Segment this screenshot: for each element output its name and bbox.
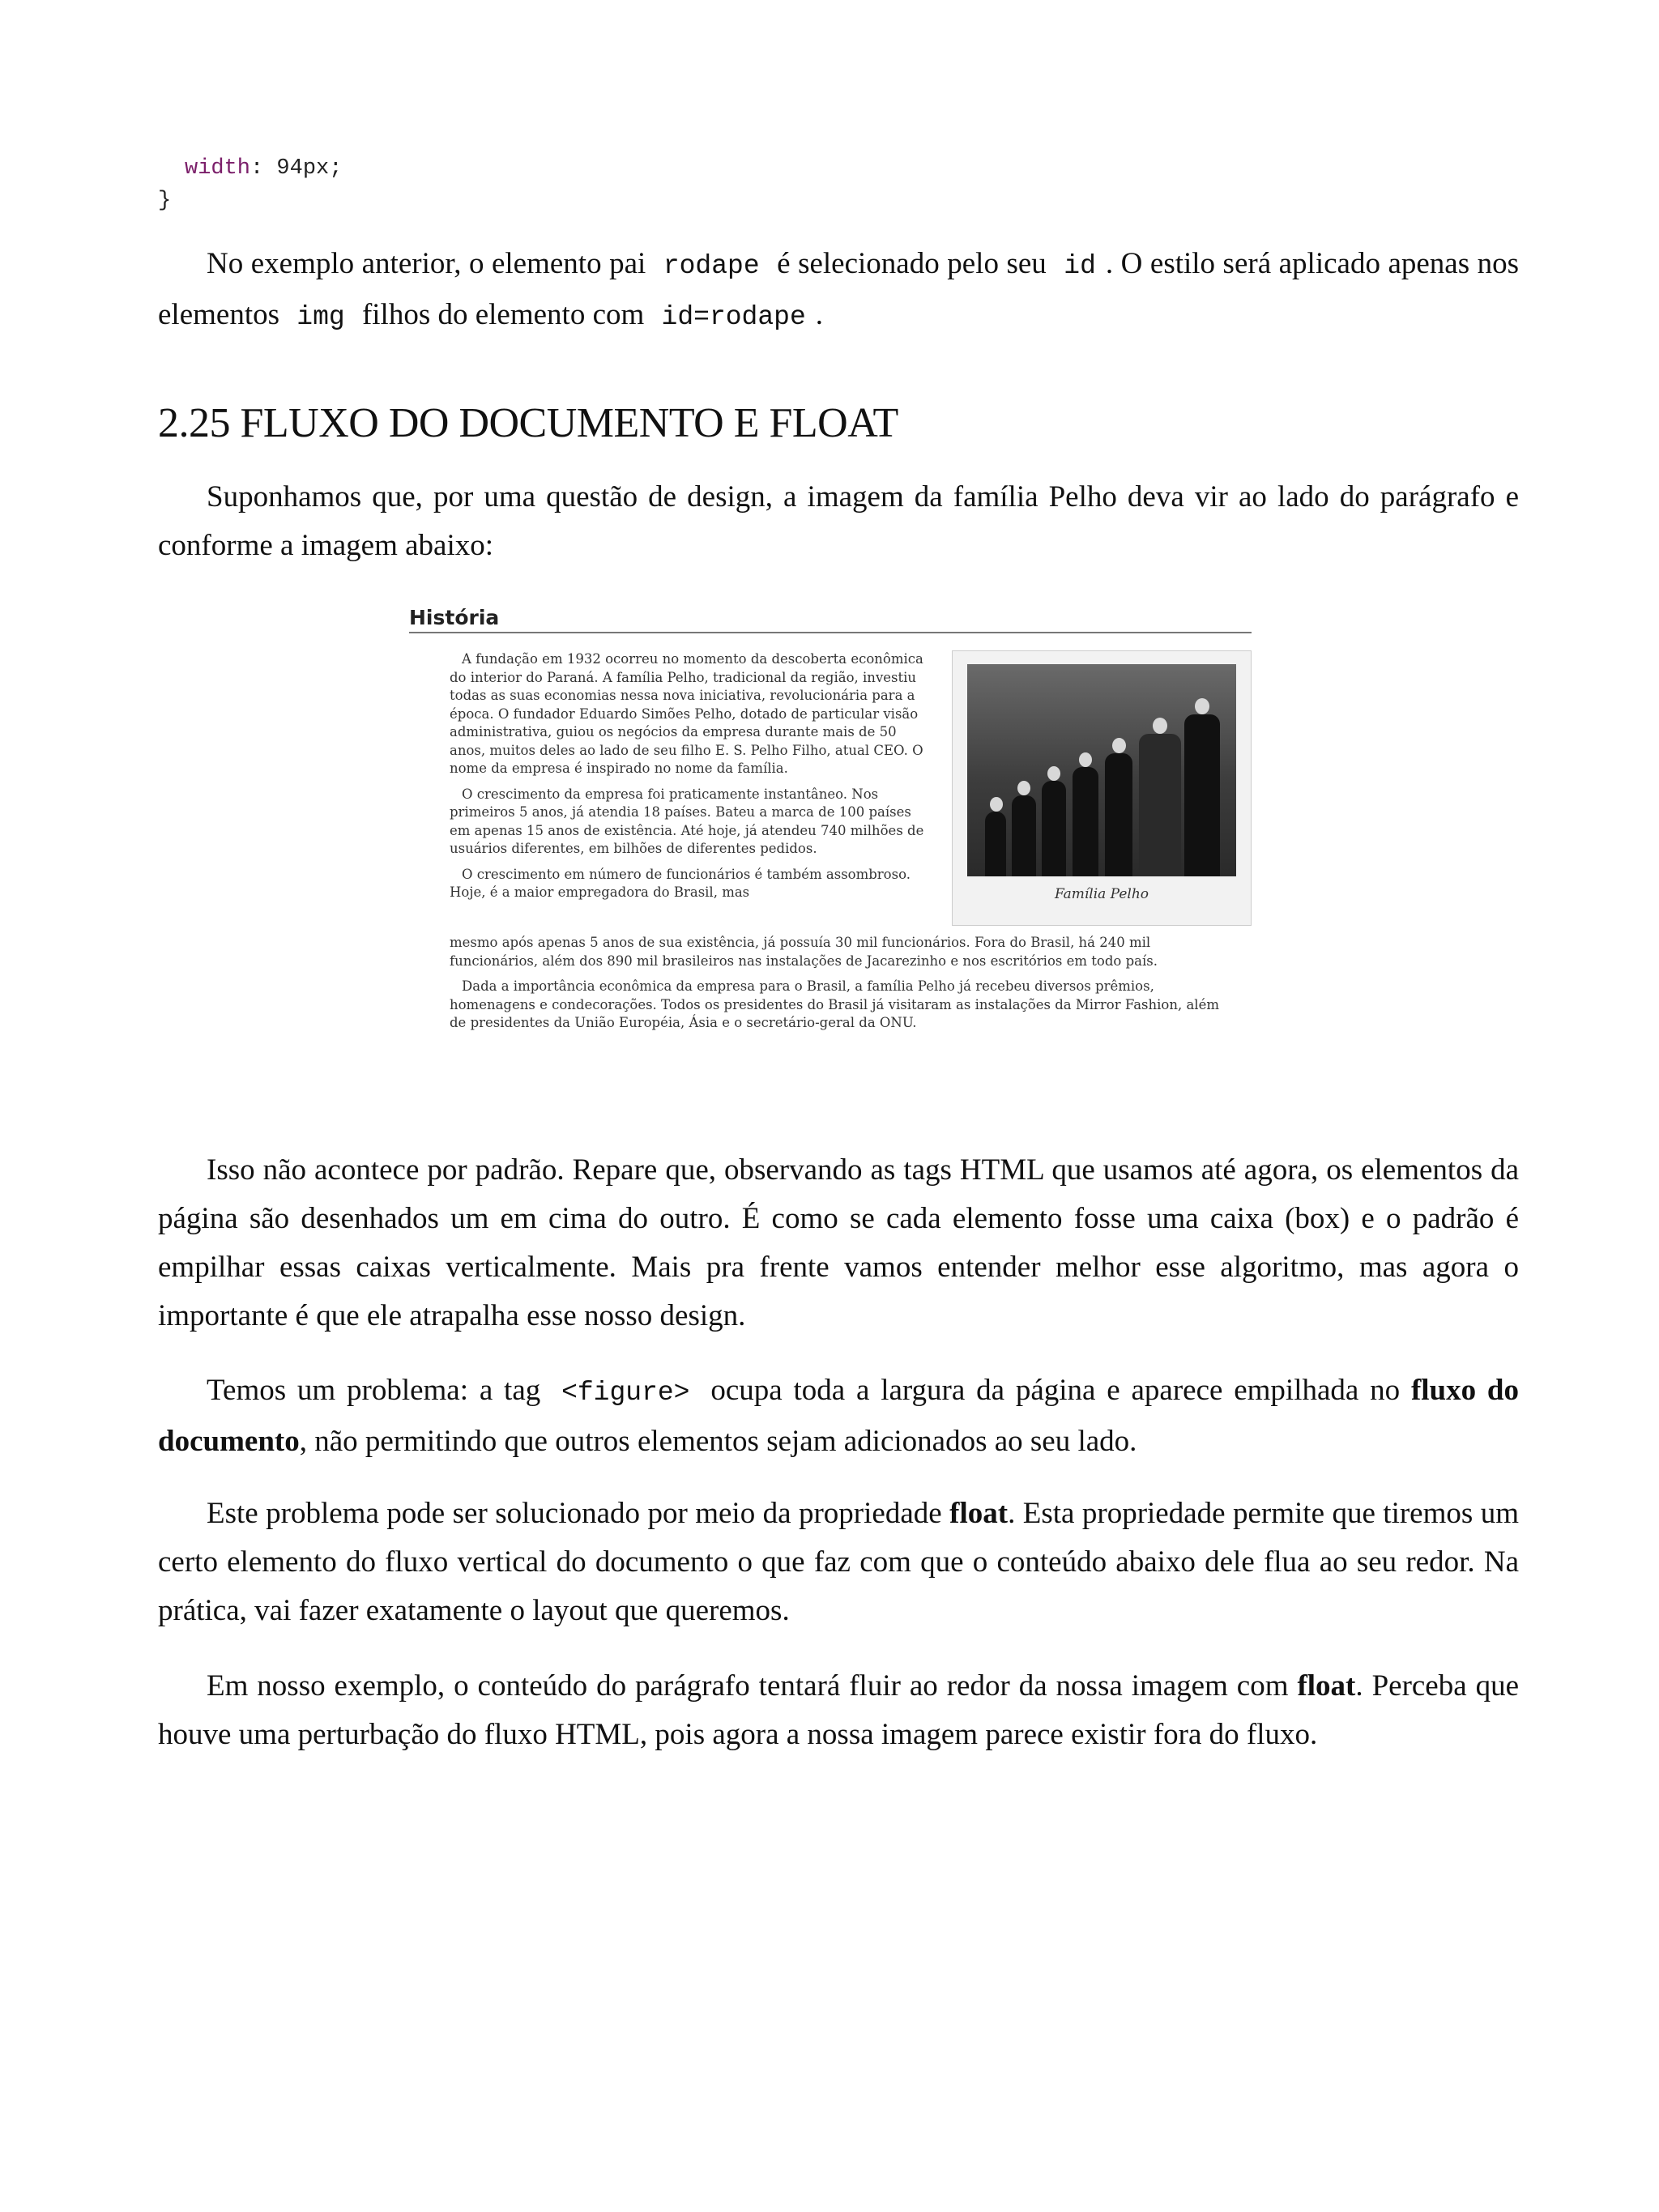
bold-term: float: [1297, 1669, 1356, 1703]
paragraph-float-solution: [158, 1490, 1519, 1635]
inline-code: <figure>: [561, 1378, 690, 1408]
screenshot-text-wide: [450, 934, 1227, 1040]
text: filhos do elemento com: [361, 298, 645, 331]
bold-term: fluxo do documento: [158, 1374, 1520, 1458]
text: é selecionado pelo seu: [777, 247, 1047, 280]
screenshot-paragraph: mesmo após apenas 5 anos de sua existência, já possuía 30 mil funcionários. Fora do Brasil, há 240 mil funcionários, além dos 890 mil brasileiros nas instalações de Jacarezinho e nos escritórios em todo país.: [450, 935, 1158, 969]
screenshot-text: [450, 650, 936, 902]
code-snippet: [158, 152, 342, 217]
css-property: width: [185, 156, 251, 181]
paragraph-float-example: [158, 1662, 1519, 1759]
text: No exemplo anterior, o elemento pai: [207, 247, 646, 280]
screenshot-paragraph: Dada a importância econômica da empresa para o Brasil, a família Pelho já recebeu diversos prêmios, homenagens e condecorações. Todos os presidentes do Brasil já visitaram as instalações da Mirror Fashion, além de presidentes da União Européia, Ásia e o secretário-geral da ONU.: [450, 978, 1219, 1030]
paragraph-selector-explanation: [158, 240, 1519, 342]
paragraph-box-model: Isso não acontece por padrão. Repare que, observando as tags HTML que usamos até agora, os elementos da página são desenhados um em cima do outro. É como se cada elemento fosse uma caixa (box) e o padrão é empilhar essas caixas verticalmente. Mais pra frente vamos entender melhor esse algoritmo, mas agora o importante é que ele atrapalha esse nosso design.: [158, 1153, 1519, 1332]
text: .: [815, 298, 824, 331]
code-line: }: [158, 189, 172, 213]
inline-code: img: [296, 302, 345, 332]
text: Temos um problema: a tag: [207, 1374, 541, 1407]
family-photo: [967, 664, 1236, 876]
text: Em nosso exemplo, o conteúdo do parágrafo tentará fluir ao redor da nossa imagem com: [207, 1669, 1289, 1703]
bold-term: float: [949, 1497, 1009, 1530]
text: , não permitindo que outros elementos sejam adicionados ao seu lado.: [299, 1425, 1137, 1458]
screenshot-paragraph: O crescimento em número de funcionários é também assombroso. Hoje, é a maior empregadora do Brasil, mas: [450, 866, 911, 900]
example-screenshot: [409, 606, 1252, 1092]
screenshot-heading: História: [409, 606, 1252, 633]
section-title: 2.25 FLUXO DO DOCUMENTO E FLOAT: [158, 400, 898, 446]
text: . Esta propriedade permite que tiremos um certo elemento do fluxo vertical do documento o que faz com que o conteúdo abaixo dele flua ao seu redor. Na prática, vai fazer exatamente o layout que queremos.: [158, 1497, 1519, 1627]
family-figure: [952, 650, 1252, 926]
css-value: : 94px;: [250, 156, 343, 181]
figure-caption: Família Pelho: [1054, 886, 1149, 902]
screenshot-paragraph: O crescimento da empresa foi praticamente instantâneo. Nos primeiros 5 anos, já atendia 18 países. Bateu a marca de 100 países em apenas 15 anos de existência. Até hoje, já atendeu 740 milhões de usuários diferentes, em bilhões de diferentes pedidos.: [450, 786, 924, 856]
paragraph-figure-problem: [158, 1366, 1519, 1466]
code-line: [158, 152, 342, 185]
text: . Perceba que houve uma perturbação do fluxo HTML, pois agora a nossa imagem parece existir fora do fluxo.: [158, 1669, 1520, 1751]
inline-code: rodape: [663, 251, 760, 281]
text: Este problema pode ser solucionado por meio da propriedade: [207, 1497, 942, 1530]
inline-code: id: [1064, 251, 1096, 281]
screenshot-paragraph: A fundação em 1932 ocorreu no momento da descoberta econômica do interior do Paraná. A família Pelho, tradicional da região, investiu todas as suas economias nessa nova iniciativa, revolucionária para a época. O fundador Eduardo Simões Pelho, dotado de particular visão administrativa, guiou os negócios da empresa durante mais de 50 anos, muitos deles ao lado de seu filho E. S. Pelho Filho, atual CEO. O nome da empresa é inspirado no nome da família.: [450, 651, 923, 776]
inline-code: id=rodape: [661, 302, 806, 332]
text: . O estilo será aplicado apenas nos elementos: [158, 247, 1520, 331]
paragraph-design-intro: Suponhamos que, por uma questão de design, a imagem da família Pelho deva vir ao lado do parágrafo e conforme a imagem abaixo:: [158, 480, 1519, 562]
text: ocupa toda a largura da página e aparece empilhada no: [710, 1374, 1401, 1407]
